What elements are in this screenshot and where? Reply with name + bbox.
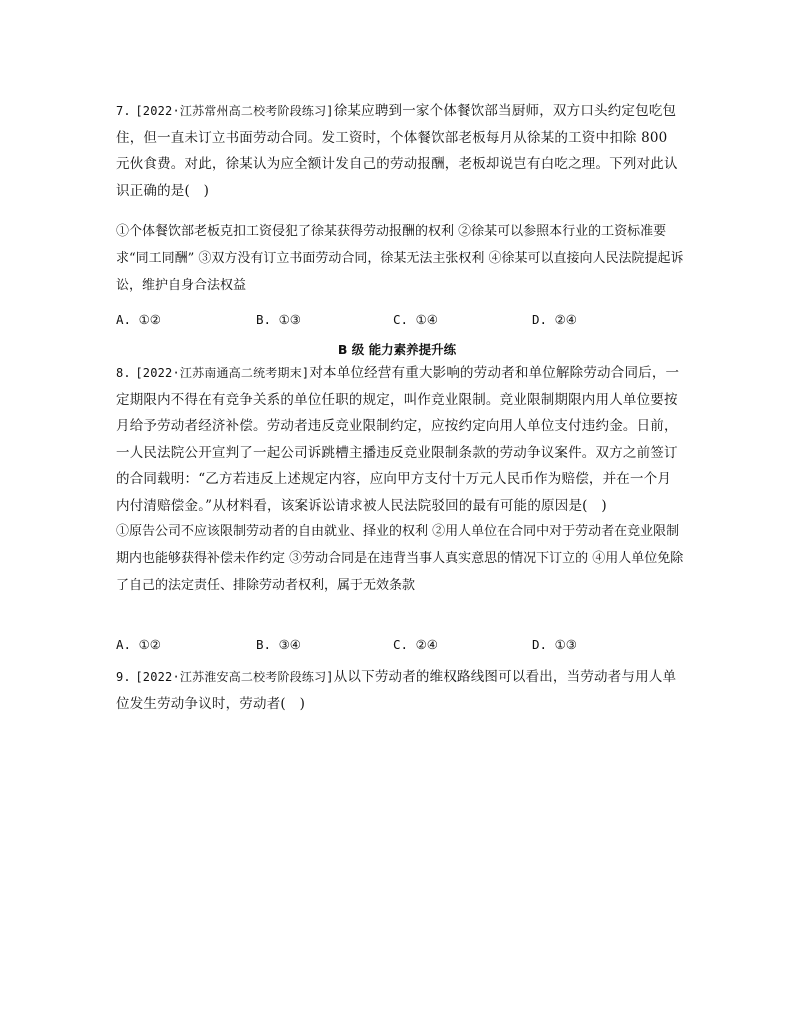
- question-8-option-d: D. ①③: [532, 637, 577, 652]
- question-8-number: 8.: [116, 366, 131, 380]
- question-7-source: [2022·江苏常州高二校考阶段练习]: [135, 104, 334, 118]
- question-7-option-d: D. ②④: [532, 312, 577, 327]
- question-7-statements: ①个体餐饮部老板克扣工资侵犯了徐某获得劳动报酬的权利 ②徐某可以参照本行业的工资标准要求“同工同酬” ③双方没有订立书面劳动合同，徐某无法主张权利 ④徐某可以直接向人民法院提起诉讼，维护自身合法权益: [116, 224, 684, 293]
- question-8-options: [116, 637, 684, 659]
- question-7-options: [116, 312, 684, 334]
- question-8-text: 对本单位经营有重大影响的劳动者和单位解除劳动合同后，一定期限内不得在有竞争关系的单位任职的规定，叫作竞业限制。竞业限制期限内用人单位要按月给予劳动者经济补偿。劳动者违反竞业限制约定，应按约定向用人单位支付违约金。日前，一人民法院公开宣判了一起公司诉跳槽主播违反竞业限制条款的劳动争议案件。双方之前签订的合同载明：“乙方若违反上述规定内容，应向甲方支付十万元人民币作为赔偿，并在一个月内付清赔偿金。”从材料看，该案诉讼请求被人民法院驳回的最有可能的原因是( ): [116, 365, 680, 514]
- section-title: B 级 能力素养提升练: [337, 342, 457, 357]
- question-8-option-a: A. ①②: [116, 637, 161, 652]
- question-9: [116, 664, 684, 717]
- question-7-option-c: C. ①④: [393, 312, 438, 327]
- question-8-statements: ①原告公司不应该限制劳动者的自由就业、择业的权利 ②用人单位在合同中对于劳动者在竞业限制期内也能够获得补偿未作约定 ③劳动合同是在违背当事人真实意思的情况下订立的 ④用人单位免除了自己的法定责任、排除劳动者权利，属于无效条款: [116, 524, 684, 593]
- question-8-option-b: B. ③④: [256, 637, 301, 652]
- question-8-option-c: C. ②④: [393, 637, 438, 652]
- question-7: [116, 98, 684, 204]
- question-7-option-b: B. ①③: [256, 312, 301, 327]
- question-7-text: 徐某应聘到一家个体餐饮部当厨师，双方口头约定包吃包住，但一直未订立书面劳动合同。发工资时，个体餐饮部老板每月从徐某的工资中扣除 800 元伙食费。对此，徐某认为应全额计发自己的劳动报酬，老板却说岂有白吃之理。下列对此认识正确的是( ): [116, 103, 678, 199]
- question-9-number: 9.: [116, 670, 131, 684]
- question-7-option-a: A. ①②: [116, 312, 161, 327]
- question-7-number: 7.: [116, 104, 131, 118]
- question-8-source: [2022·江苏南通高二统考期末]: [135, 366, 310, 380]
- question-8: [116, 360, 684, 519]
- question-9-source: [2022·江苏淮安高二校考阶段练习]: [135, 670, 334, 684]
- question-9-text: 从以下劳动者的维权路线图可以看出，当劳动者与用人单位发生劳动争议时，劳动者( ): [116, 669, 677, 712]
